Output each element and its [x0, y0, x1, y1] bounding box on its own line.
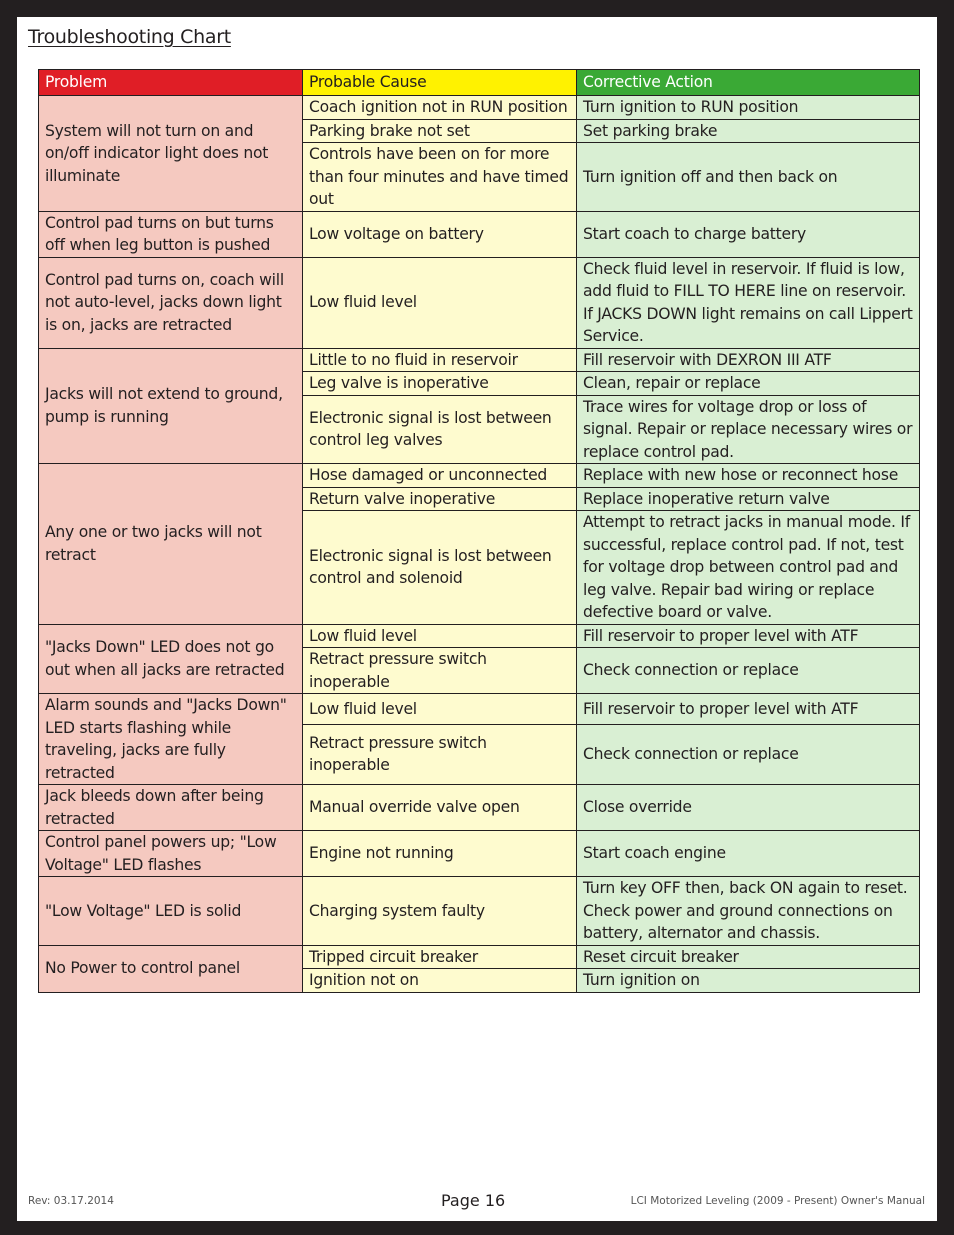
problem-cell: Alarm sounds and "Jacks Down" LED starts flashing while traveling, jacks are fully retracted	[39, 694, 303, 785]
corrective-action-cell: Check connection or replace	[577, 648, 920, 694]
problem-cell: Jack bleeds down after being retracted	[39, 785, 303, 831]
corrective-action-cell: Start coach engine	[577, 831, 920, 877]
page-title: Troubleshooting Chart	[28, 26, 231, 48]
table-row	[39, 96, 920, 120]
troubleshooting-table	[38, 69, 920, 993]
corrective-action-cell: Reset circuit breaker	[577, 945, 920, 969]
probable-cause-cell: Return valve inoperative	[303, 487, 577, 511]
corrective-action-cell: Attempt to retract jacks in manual mode. If successful, replace control pad. If not, test for voltage drop between control pad and leg valve. Repair bad wiring or replace defective board or valve.	[577, 511, 920, 625]
probable-cause-cell: Charging system faulty	[303, 877, 577, 946]
table-row	[39, 464, 920, 488]
problem-cell: "Low Voltage" LED is solid	[39, 877, 303, 946]
problem-cell: No Power to control panel	[39, 945, 303, 992]
probable-cause-cell: Parking brake not set	[303, 119, 577, 143]
table-row	[39, 211, 920, 257]
probable-cause-cell: Low fluid level	[303, 257, 577, 348]
corrective-action-cell: Turn key OFF then, back ON again to reset. Check power and ground connections on battery, alternator and chassis.	[577, 877, 920, 946]
problem-cell: "Jacks Down" LED does not go out when all jacks are retracted	[39, 624, 303, 694]
header-probable-cause: Probable Cause	[303, 70, 577, 96]
problem-cell: Control pad turns on but turns off when leg button is pushed	[39, 211, 303, 257]
table-row	[39, 257, 920, 348]
header-problem: Problem	[39, 70, 303, 96]
probable-cause-cell: Tripped circuit breaker	[303, 945, 577, 969]
corrective-action-cell: Clean, repair or replace	[577, 372, 920, 396]
footer-manual-title: LCI Motorized Leveling (2009 - Present) Owner's Manual	[630, 1195, 925, 1207]
table-row	[39, 785, 920, 831]
probable-cause-cell: Electronic signal is lost between control leg valves	[303, 395, 577, 464]
probable-cause-cell: Coach ignition not in RUN position	[303, 96, 577, 120]
footer-page-number: Page 16	[441, 1191, 506, 1210]
table-body	[39, 96, 920, 993]
corrective-action-cell: Turn ignition to RUN position	[577, 96, 920, 120]
probable-cause-cell: Low fluid level	[303, 694, 577, 725]
table-row	[39, 694, 920, 725]
corrective-action-cell: Start coach to charge battery	[577, 211, 920, 257]
corrective-action-cell: Fill reservoir to proper level with ATF	[577, 624, 920, 648]
table-header-row	[39, 70, 920, 96]
table-row	[39, 624, 920, 648]
corrective-action-cell: Turn ignition on	[577, 969, 920, 993]
probable-cause-cell: Retract pressure switch inoperable	[303, 724, 577, 784]
problem-cell: Control pad turns on, coach will not auto-level, jacks down light is on, jacks are retracted	[39, 257, 303, 348]
probable-cause-cell: Engine not running	[303, 831, 577, 877]
table-row	[39, 877, 920, 946]
corrective-action-cell: Set parking brake	[577, 119, 920, 143]
corrective-action-cell: Fill reservoir to proper level with ATF	[577, 694, 920, 725]
probable-cause-cell: Low voltage on battery	[303, 211, 577, 257]
probable-cause-cell: Ignition not on	[303, 969, 577, 993]
corrective-action-cell: Replace inoperative return valve	[577, 487, 920, 511]
corrective-action-cell: Fill reservoir with DEXRON III ATF	[577, 348, 920, 372]
document-page	[17, 17, 937, 1221]
corrective-action-cell: Turn ignition off and then back on	[577, 143, 920, 212]
header-corrective-action: Corrective Action	[577, 70, 920, 96]
corrective-action-cell: Check connection or replace	[577, 724, 920, 784]
probable-cause-cell: Little to no fluid in reservoir	[303, 348, 577, 372]
probable-cause-cell: Leg valve is inoperative	[303, 372, 577, 396]
probable-cause-cell: Low fluid level	[303, 624, 577, 648]
probable-cause-cell: Manual override valve open	[303, 785, 577, 831]
problem-cell: Any one or two jacks will not retract	[39, 464, 303, 625]
table-row	[39, 831, 920, 877]
corrective-action-cell: Trace wires for voltage drop or loss of signal. Repair or replace necessary wires or replace control pad.	[577, 395, 920, 464]
table-row	[39, 945, 920, 969]
corrective-action-cell: Check fluid level in reservoir. If fluid is low, add fluid to FILL TO HERE line on reservoir. If JACKS DOWN light remains on call Lippert Service.	[577, 257, 920, 348]
probable-cause-cell: Hose damaged or unconnected	[303, 464, 577, 488]
corrective-action-cell: Replace with new hose or reconnect hose	[577, 464, 920, 488]
problem-cell: System will not turn on and on/off indicator light does not illuminate	[39, 96, 303, 212]
probable-cause-cell: Controls have been on for more than four minutes and have timed out	[303, 143, 577, 212]
corrective-action-cell: Close override	[577, 785, 920, 831]
footer-revision: Rev: 03.17.2014	[28, 1195, 114, 1207]
probable-cause-cell: Electronic signal is lost between control and solenoid	[303, 511, 577, 625]
table-row	[39, 348, 920, 372]
probable-cause-cell: Retract pressure switch inoperable	[303, 648, 577, 694]
problem-cell: Control panel powers up; "Low Voltage" LED flashes	[39, 831, 303, 877]
problem-cell: Jacks will not extend to ground, pump is running	[39, 348, 303, 464]
